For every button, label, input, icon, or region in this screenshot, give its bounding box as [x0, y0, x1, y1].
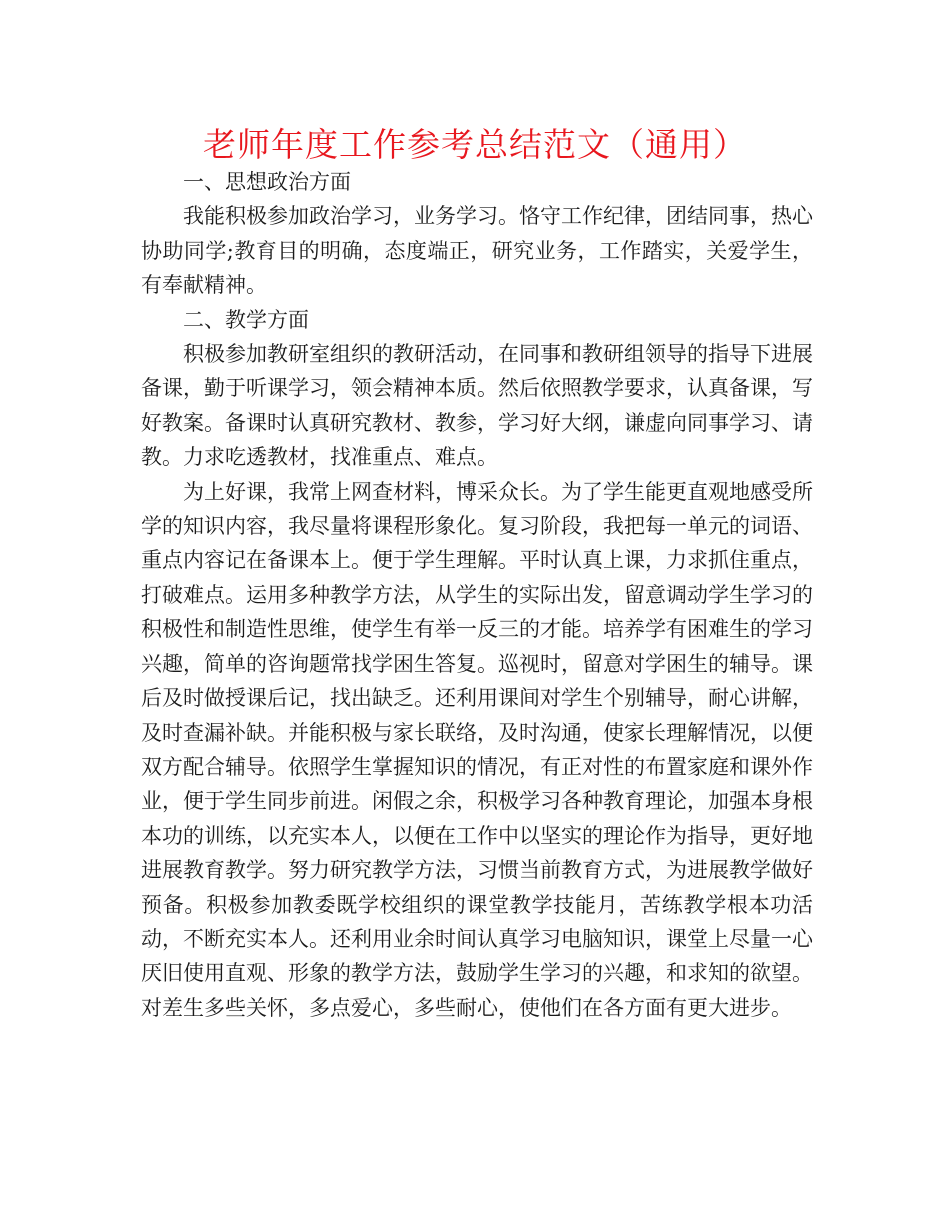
- document-body: [141, 165, 813, 1025]
- section-paragraph-teaching-research: 积极参加教研室组织的教研活动，在同事和教研组领导的指导下进展备课，勤于听课学习，领会精神本质。然后依照教学要求，认真备课，写好教案。备课时认真研究教材、教参，学习好大纲，谦虚向同事学习、请教。力求吃透教材，找准重点、难点。: [141, 342, 813, 470]
- section-paragraph-political: 我能积极参加政治学习，业务学习。恪守工作纪律，团结同事，热心协助同学;教育目的明确，态度端正，研究业务，工作踏实，关爱学生，有奉献精神。: [141, 204, 813, 298]
- section-heading-political: 一、思想政治方面: [183, 170, 351, 194]
- section-paragraph-teaching-methods: 为上好课，我常上网查材料，博采众长。为了学生能更直观地感受所学的知识内容，我尽量将课程形象化。复习阶段，我把每一单元的词语、重点内容记在备课本上。便于学生理解。平时认真上课，力求抓住重点，打破难点。运用多种教学方法，从学生的实际出发，留意调动学生学习的积极性和制造性思维，使学生有举一反三的才能。培养学有困难生的学习兴趣，简单的咨询题常找学困生答复。巡视时，留意对学困生的辅导。课后及时做授课后记，找出缺乏。还利用课间对学生个别辅导，耐心讲解，及时查漏补缺。并能积极与家长联络，及时沟通，使家长理解情况，以便双方配合辅导。依照学生掌握知识的情况，有正对性的布置家庭和课外作业，便于学生同步前进。闲假之余，积极学习各种教育理论，加强本身根本功的训练，以充实本人，以便在工作中以坚实的理论作为指导，更好地进展教育教学。努力研究教学方法，习惯当前教育方式，为进展教学做好预备。积极参加教委既学校组织的课堂教学技能月，苦练教学根本功活动，不断充实本人。还利用业余时间认真学习电脑知识，课堂上尽量一心厌旧使用直观、形象的教学方法，鼓励学生学习的兴趣，和求知的欲望。对差生多些关怀，多点爱心，多些耐心，使他们在各方面有更大进步。: [141, 479, 813, 1020]
- document-title: 老师年度工作参考总结范文（通用）: [203, 125, 747, 164]
- section-heading-teaching: 二、教学方面: [183, 307, 309, 332]
